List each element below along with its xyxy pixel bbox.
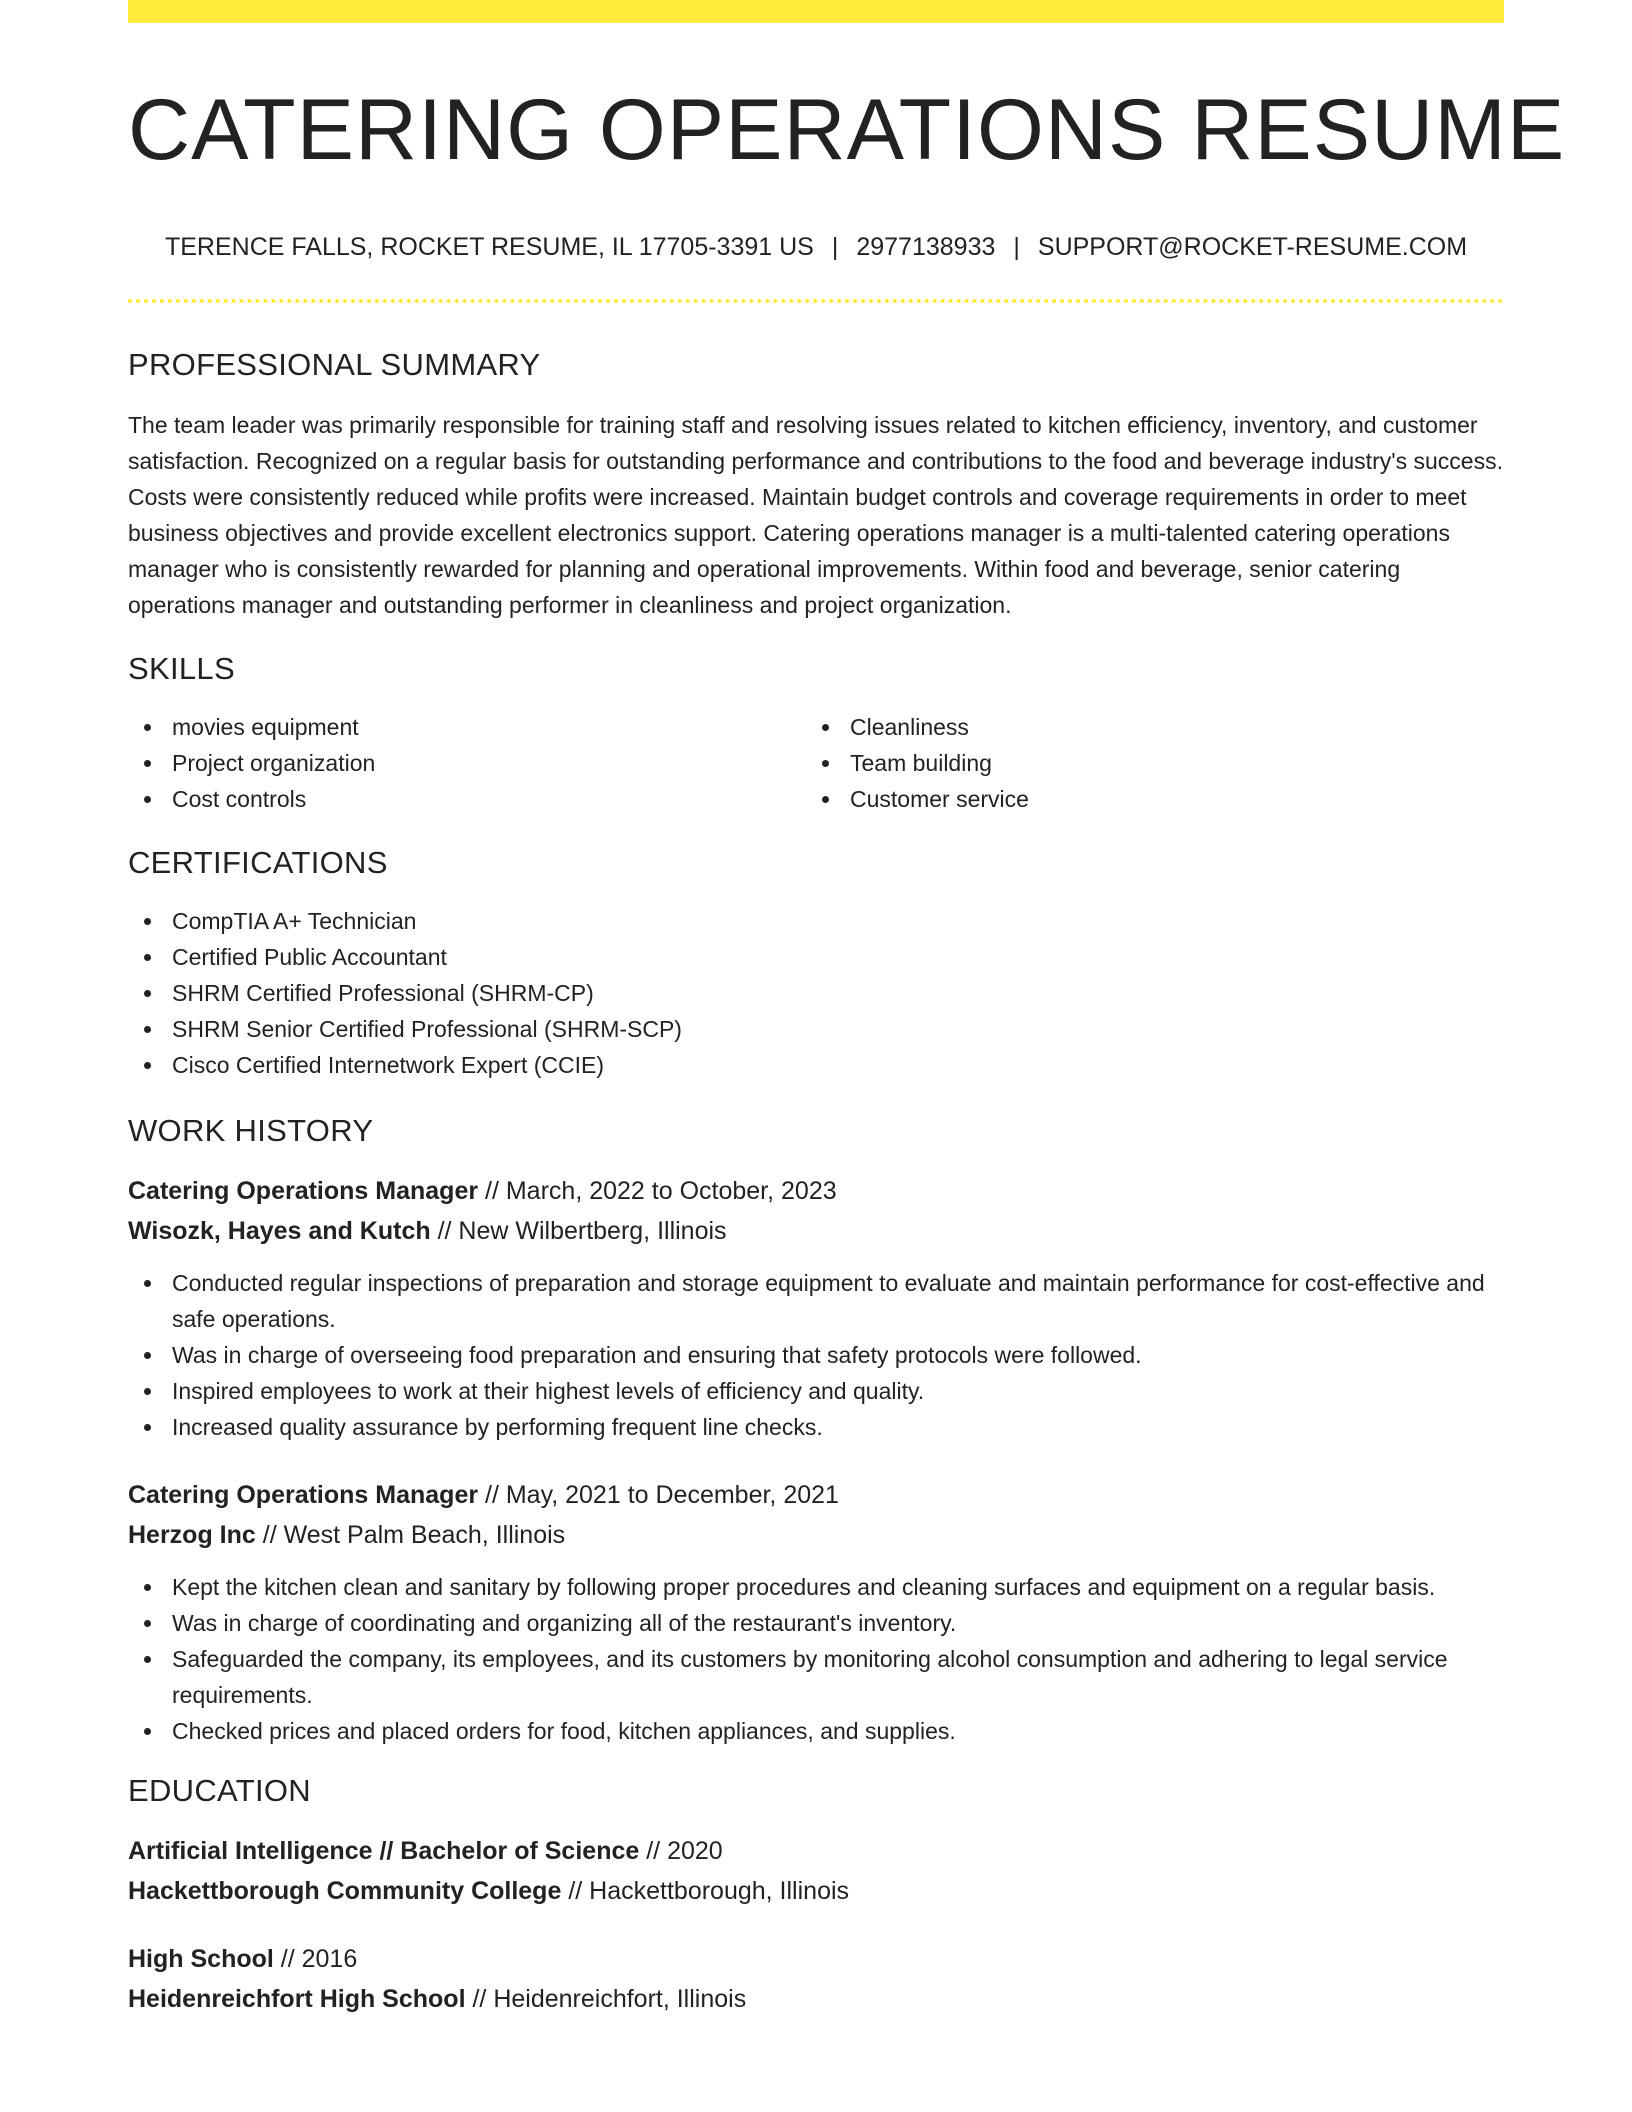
education-year: // 2016 [273,1945,358,1973]
job-location: // West Palm Beach, Illinois [255,1521,566,1549]
education-location: // Hackettborough, Illinois [561,1877,850,1905]
job-title: Catering Operations Manager [128,1177,479,1205]
education-degree-line [128,1833,1504,1869]
job-duties-list [128,1265,1504,1445]
skill-item: movies equipment [128,709,806,745]
header-divider [128,299,1504,303]
job-title: Catering Operations Manager [128,1481,479,1509]
certification-item: SHRM Senior Certified Professional (SHRM-SCP) [128,1011,1504,1047]
summary-heading: PROFESSIONAL SUMMARY [128,347,541,382]
job-location: // New Wilbertberg, Illinois [430,1217,727,1245]
job-dates: // May, 2021 to December, 2021 [478,1481,839,1509]
job-duty-item: Was in charge of coordinating and organizing all of the restaurant's inventory. [128,1605,1504,1641]
certifications-heading: CERTIFICATIONS [128,845,388,880]
education-degree: Artificial Intelligence // Bachelor of Science [128,1837,640,1865]
skills-grid [128,709,1504,817]
job-company-line [128,1517,1504,1553]
contact-address: TERENCE FALLS, ROCKET RESUME, IL 17705-3391 US [164,233,814,261]
education-degree-line [128,1941,1504,1977]
job-entry [128,1477,1504,1749]
education-school-line [128,1873,1504,1909]
job-company: Herzog Inc [128,1521,256,1549]
job-duty-item: Increased quality assurance by performing frequent line checks. [128,1409,1504,1445]
skills-column-right [806,709,1484,817]
resume-title: CATERING OPERATIONS RESUME [128,82,1566,178]
certification-item: SHRM Certified Professional (SHRM-CP) [128,975,1504,1011]
skill-item: Team building [806,745,1484,781]
skills-list-left [128,709,806,817]
job-duty-item: Inspired employees to work at their highest levels of efficiency and quality. [128,1373,1504,1409]
job-company-line [128,1213,1504,1249]
education-location: // Heidenreichfort, Illinois [465,1985,747,2013]
job-company: Wisozk, Hayes and Kutch [128,1217,431,1245]
education-year: // 2020 [639,1837,723,1865]
education-school: Heidenreichfort High School [128,1985,466,2013]
job-duty-item: Conducted regular inspections of preparation and storage equipment to evaluate and maintain performance for cost-effective and safe operations. [128,1265,1504,1337]
contact-separator: | [1013,233,1020,261]
education-degree: High School [128,1945,274,1973]
skill-item: Cleanliness [806,709,1484,745]
job-title-line [128,1477,1504,1513]
skills-heading: SKILLS [128,651,235,686]
skills-list-right [806,709,1484,817]
education-heading: EDUCATION [128,1773,311,1808]
contact-email: SUPPORT@ROCKET-RESUME.COM [1037,233,1468,261]
job-duties-list [128,1569,1504,1749]
job-title-line [128,1173,1504,1209]
education-school: Hackettborough Community College [128,1877,562,1905]
education-school-line [128,1981,1504,2017]
resume-content [128,0,1566,2017]
skill-item: Cost controls [128,781,806,817]
certifications-list [128,903,1504,1083]
certification-item: CompTIA A+ Technician [128,903,1504,939]
job-entry [128,1173,1504,1445]
contact-phone: 2977138933 [856,233,996,261]
job-dates: // March, 2022 to October, 2023 [478,1177,837,1205]
summary-text: The team leader was primarily responsible for training staff and resolving issues related to kitchen efficiency, inventory, and customer satisfaction. Recognized on a regular basis for outstanding performance and contributions to the food and beverage industry's success. Costs were consistently reduced while profits were increased. Maintain budget controls and coverage requirements in order to meet business objectives and provide excellent electronics support. Catering operations manager is a multi-talented catering operations manager who is consistently rewarded for planning and operational improvements. Within food and beverage, senior catering operations manager and outstanding performer in cleanliness and project organization. [128,412,1503,618]
contact-separator: | [831,233,839,261]
certification-item: Certified Public Accountant [128,939,1504,975]
job-duty-item: Safeguarded the company, its employees, and its customers by monitoring alcohol consumption and adhering to legal service requirements. [128,1641,1504,1713]
certification-item: Cisco Certified Internetwork Expert (CCIE) [128,1047,1504,1083]
job-duty-item: Kept the kitchen clean and sanitary by following proper procedures and cleaning surfaces and equipment on a regular basis. [128,1569,1504,1605]
job-duty-item: Checked prices and placed orders for food, kitchen appliances, and supplies. [128,1713,1504,1749]
job-duty-item: Was in charge of overseeing food preparation and ensuring that safety protocols were followed. [128,1337,1504,1373]
work-history-heading: WORK HISTORY [128,1113,374,1148]
skills-column-left [128,709,806,817]
skill-item: Project organization [128,745,806,781]
contact-line [128,232,1504,262]
skill-item: Customer service [806,781,1484,817]
education-entry [128,1941,1504,2017]
education-entry [128,1833,1504,1909]
